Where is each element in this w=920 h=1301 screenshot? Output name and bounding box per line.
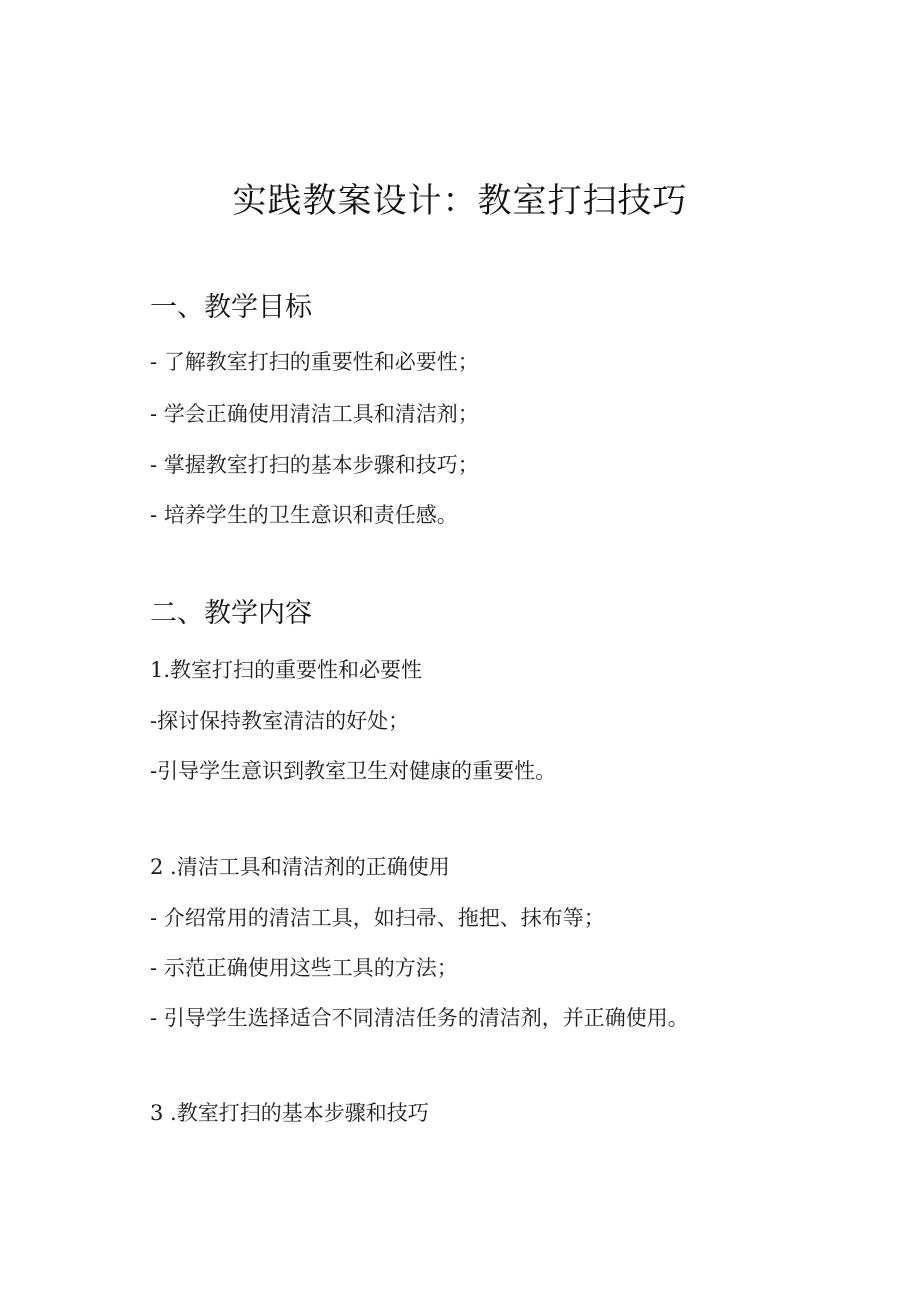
list-item: -引导学生意识到教室卫生对健康的重要性。 — [150, 759, 557, 783]
subsection-title: 2 .清洁工具和清洁剂的正确使用 — [150, 855, 450, 879]
subsection-title: 3 .教室打扫的基本步骤和技巧 — [150, 1101, 429, 1125]
subsection-title: 1.教室打扫的重要性和必要性 — [150, 658, 423, 682]
list-item: - 学会正确使用清洁工具和清洁剂； — [150, 402, 479, 426]
list-item: - 了解教室打扫的重要性和必要性； — [150, 350, 479, 374]
list-item: - 示范正确使用这些工具的方法； — [150, 956, 458, 980]
list-item: - 掌握教室打扫的基本步骤和技巧； — [150, 453, 479, 477]
section-heading-objectives: 一、教学目标 — [150, 292, 312, 323]
list-item: - 培养学生的卫生意识和责任感。 — [150, 503, 458, 527]
list-item: - 引导学生选择适合不同清洁任务的清洁剂，并正确使用。 — [150, 1006, 689, 1030]
document-title: 实践教案设计：教室打扫技巧 — [232, 181, 688, 221]
section-heading-content: 二、教学内容 — [150, 598, 312, 629]
list-item: - 介绍常用的清洁工具，如扫帚、拖把、抹布等； — [150, 906, 605, 930]
list-item: -探讨保持教室清洁的好处； — [150, 709, 410, 733]
